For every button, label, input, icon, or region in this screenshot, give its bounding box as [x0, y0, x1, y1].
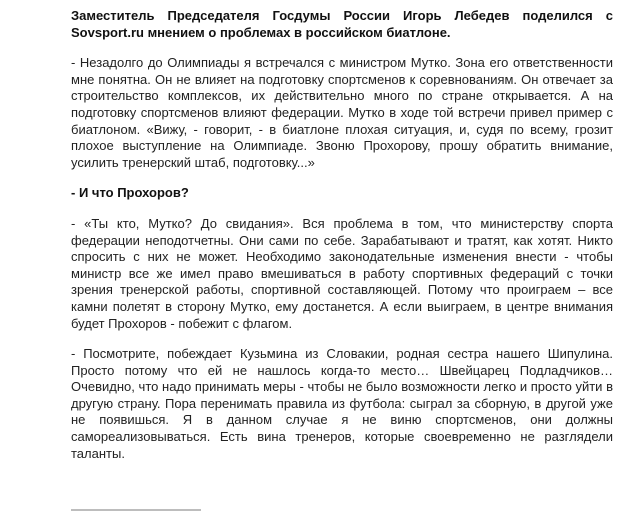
article-paragraph-2: - «Ты кто, Мутко? До свидания». Вся проблема в том, что министерству спорта федерации неподотчетны. Они сами по себе. Зарабатывают и тратят, как хотят. Никто спросить с них не может. Необходимо законодательные изменения внести - чтобы министр все же имел право вмешиваться в работу спортивных федераций с точки зрения тренерской работы, спортивной составляющей. Потому что проиграем – все камни полетят в сторону Мутко, ему достанется. А если выиграем, в центре внимания будет Прохоров - побежит с флагом. [71, 215, 613, 331]
article-paragraph-1: - Незадолго до Олимпиады я встречался с министром Мутко. Зона его ответственности мне понятна. Он не влияет на подготовку спортсменов к соревнованиям. Он отвечает за строительство комплексов, их действительно много по стране открывается. А на подготовку спортсменов влияют федерации. Мутко в ходе той встречи привел пример с биатлоном. «Вижу, - говорит, - в биатлоне плохая ситуация, и, судя по всему, грозит плохое выступление на Олимпиаде. Звоню Прохорову, прошу обратить внимание, усилить тренерский штаб, подготовку...» [71, 55, 613, 170]
article-lead: Заместитель Председателя Госдумы России Игорь Лебедев поделился с Sovsport.ru мнением о проблемах в российском биатлоне. [71, 8, 613, 40]
interview-question: - И что Прохоров? [71, 185, 189, 201]
article-paragraph-3: - Посмотрите, побеждает Кузьмина из Словакии, родная сестра нашего Шипулина. Просто потому что ей не нашлось когда-то место… Швейцарец Подладчиков… Очевидно, что надо принимать меры - чтобы не было возможности легко и просто уйти в другую страну. Пора перенимать правила из футбола: сыграл за сборную, в другой уже не появишься. Я в данном случае я не виню спортсменов, они должны самореализовываться. Есть вина тренеров, которые своевременно не разглядели таланты. [71, 346, 613, 461]
article-body [71, 8, 613, 476]
bottom-divider [71, 506, 201, 512]
